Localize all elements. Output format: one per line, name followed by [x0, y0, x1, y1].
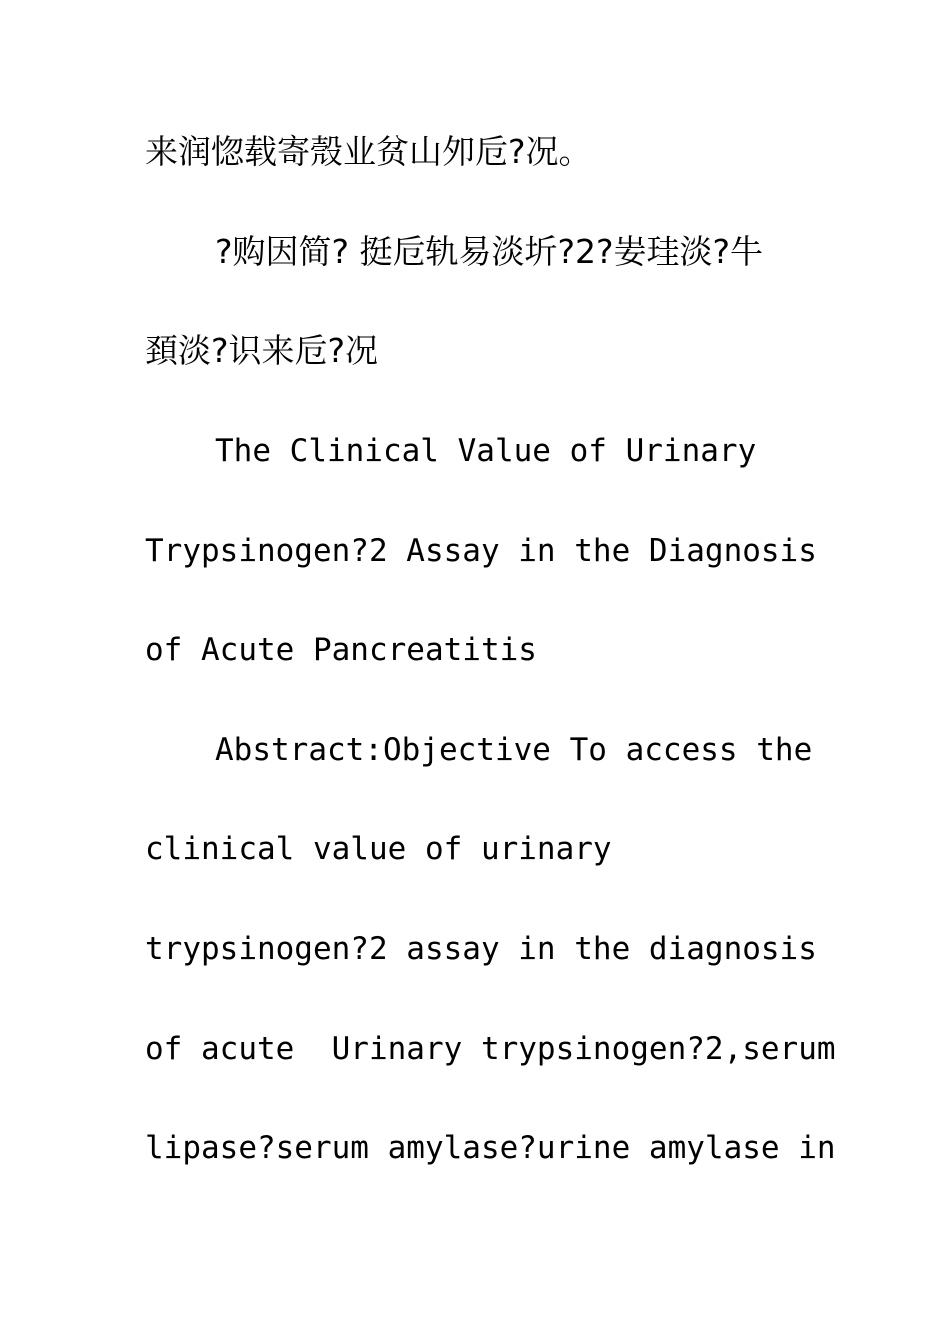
- title-en-line-3: of Acute Pancreatitis: [145, 632, 537, 668]
- title-en-line-1: The Clinical Value of Urinary: [215, 433, 757, 469]
- abstract-line-5: lipase?serum amylase?urine amylase in: [145, 1130, 836, 1166]
- abstract-line-1: Abstract:Objective To access the: [215, 732, 813, 768]
- title-en-line-2: Trypsinogen?2 Assay in the Diagnosis: [145, 533, 817, 569]
- title-cn-line-1: ?购因简? 挺卮轨易淡圻?2?妛珪淡?牛: [215, 232, 764, 271]
- abstract-line-3: trypsinogen?2 assay in the diagnosis: [145, 931, 817, 967]
- body-text-line-1: 来润惚载寄殼业贫山夘卮?况。: [145, 132, 592, 171]
- abstract-line-4: of acute Urinary trypsinogen?2,serum: [145, 1031, 836, 1067]
- title-cn-line-2: 頚淡?识来卮?况: [145, 331, 379, 370]
- abstract-line-2: clinical value of urinary: [145, 831, 612, 867]
